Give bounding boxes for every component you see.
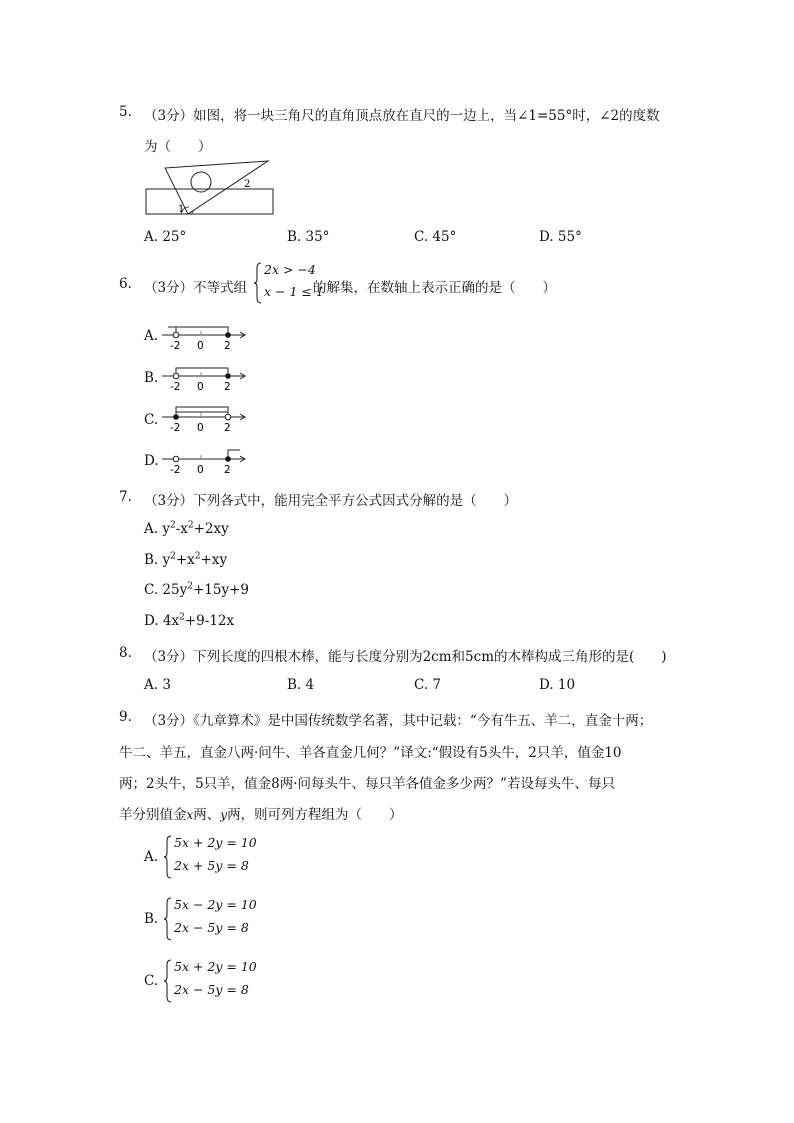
q7-option-c[interactable] [144, 582, 249, 598]
q6-inequality-1: 2x > −4 [264, 262, 316, 277]
q7-option-a[interactable] [144, 521, 229, 537]
exponent: 2 [187, 581, 193, 592]
q7-option-d-pre: D. 4x [144, 613, 180, 629]
tick-label-neg2: -2 [170, 340, 181, 352]
q7-option-c-pre: C. 25y [144, 582, 188, 598]
q9-option-c-system[interactable] [164, 959, 257, 1003]
q6-stem-prefix: （3分）不等式组 [144, 280, 248, 296]
q6-stem-suffix: 的解集，在数轴上表示正确的是（ ） [313, 280, 556, 296]
q8-option-a[interactable]: A. 3 [144, 677, 171, 693]
q7-option-b[interactable] [144, 552, 227, 568]
exponent: 2 [187, 520, 194, 531]
q6-option-d-letter[interactable]: D. [144, 453, 159, 469]
q7-option-b-mid: +x [175, 552, 195, 568]
q9-line4-post: 两，则可列方程组为（ ） [227, 807, 403, 823]
q6-option-d-number-line[interactable] [160, 446, 250, 476]
q8-option-b[interactable]: B. 4 [287, 677, 315, 693]
q9-line4-pre: 羊分别值金 [119, 807, 187, 823]
var-y: y [220, 808, 228, 822]
ruler [146, 189, 273, 214]
q9-option-b-eq2: 2x − 5y = 8 [174, 920, 249, 935]
q7-option-b-post: +xy [200, 552, 228, 568]
q5-stem-line1: （3分）如图，将一块三角尺的直角顶点放在直尺的一边上，当∠1=55°时，∠2的度数 [144, 108, 660, 124]
q7-stem: （3分）下列各式中，能用完全平方公式因式分解的是（ ） [144, 493, 518, 509]
q9-line4-mid: 两、 [193, 807, 221, 823]
tick-label-0: 0 [197, 464, 204, 476]
q8-option-d[interactable]: D. 10 [539, 677, 576, 693]
q7-option-a-mid: -x [175, 521, 188, 537]
angle-2-label: 2 [244, 179, 251, 190]
q7-option-c-post: +15y+9 [192, 582, 250, 598]
q9-option-a-letter[interactable]: A. [144, 849, 159, 865]
q6-inequality-system [254, 262, 324, 304]
q7-option-d[interactable] [144, 613, 234, 629]
q6-option-c-letter[interactable]: C. [144, 412, 159, 428]
tick-label-neg2: -2 [170, 464, 181, 476]
q8-option-c[interactable]: C. 7 [414, 677, 442, 693]
q7-option-a-post: +2xy [193, 521, 229, 537]
q9-stem-line1: （3分）《九章算术》是中国传统数学名著，其中记载：“今有牛五、羊二，直金十两； [144, 713, 653, 729]
tick-label-0: 0 [197, 381, 204, 393]
exponent: 2 [169, 520, 176, 531]
q9-option-c-eq1: 5x + 2y = 10 [174, 959, 257, 974]
q6-option-c-number-line[interactable] [160, 404, 250, 434]
q6-number: 6. [119, 276, 132, 292]
q6-option-b-letter[interactable]: B. [144, 370, 159, 386]
q5-option-b[interactable]: B. 35° [287, 229, 330, 245]
q9-option-a-eq2: 2x + 5y = 8 [174, 858, 249, 873]
q7-option-a-pre: A. y [144, 521, 170, 537]
q9-option-b-system[interactable] [164, 897, 257, 941]
q5-number: 5. [119, 104, 132, 120]
tick-label-neg2: -2 [170, 381, 181, 393]
q9-stem-line3: 两；2头牛，5只羊，值金8两·问每头牛、每只羊各值金多少两？”若设每头牛、每只 [119, 776, 615, 792]
q9-stem-line4 [119, 803, 403, 823]
q7-option-d-post: +9-12x [184, 613, 235, 629]
tick-label-2: 2 [224, 422, 231, 434]
tick-label-2: 2 [224, 464, 231, 476]
tick-label-2: 2 [224, 381, 231, 393]
q9-number: 9. [119, 709, 132, 725]
tick-label-neg2: -2 [170, 422, 181, 434]
q6-option-b-number-line[interactable] [160, 363, 250, 393]
tick-label-0: 0 [197, 422, 204, 434]
q8-number: 8. [119, 645, 132, 661]
q5-option-a[interactable]: A. 25° [144, 229, 187, 245]
tick-label-0: 0 [197, 340, 204, 352]
q5-stem-line2: 为（ ） [144, 139, 212, 155]
q7-number: 7. [119, 489, 132, 505]
angle-1-label: 1 [178, 204, 185, 215]
q9-option-c-letter[interactable]: C. [144, 973, 159, 989]
q5-option-c[interactable]: C. 45° [414, 229, 457, 245]
q6-option-a-letter[interactable]: A. [144, 328, 159, 344]
var-x: x [186, 808, 194, 822]
exponent: 2 [179, 612, 185, 623]
q5-ruler-triangle-figure [145, 160, 275, 216]
q9-option-b-letter[interactable]: B. [144, 911, 159, 927]
q9-option-a-system[interactable] [164, 835, 257, 879]
q9-stem-line2: 牛二、羊五，直金八两·问牛、羊各直金几何？”译文:“假设有5头牛，2只羊，值金10 [119, 745, 622, 761]
q6-inequality-2: x − 1 ≤ 1 [264, 284, 324, 299]
q7-option-b-pre: B. y [144, 552, 171, 568]
tick-label-2: 2 [224, 340, 231, 352]
q9-option-a-eq1: 5x + 2y = 10 [174, 835, 257, 850]
exponent: 2 [170, 551, 176, 562]
q9-option-c-eq2: 2x − 5y = 8 [174, 982, 249, 997]
exponent: 2 [194, 551, 201, 562]
q5-option-d[interactable]: D. 55° [539, 229, 582, 245]
q9-option-b-eq1: 5x − 2y = 10 [174, 897, 257, 912]
q8-stem: （3分）下列长度的四根木棒，能与长度分别为2cm和5cm的木棒构成三角形的是( ) [144, 649, 667, 665]
q6-option-a-number-line[interactable] [160, 322, 250, 352]
